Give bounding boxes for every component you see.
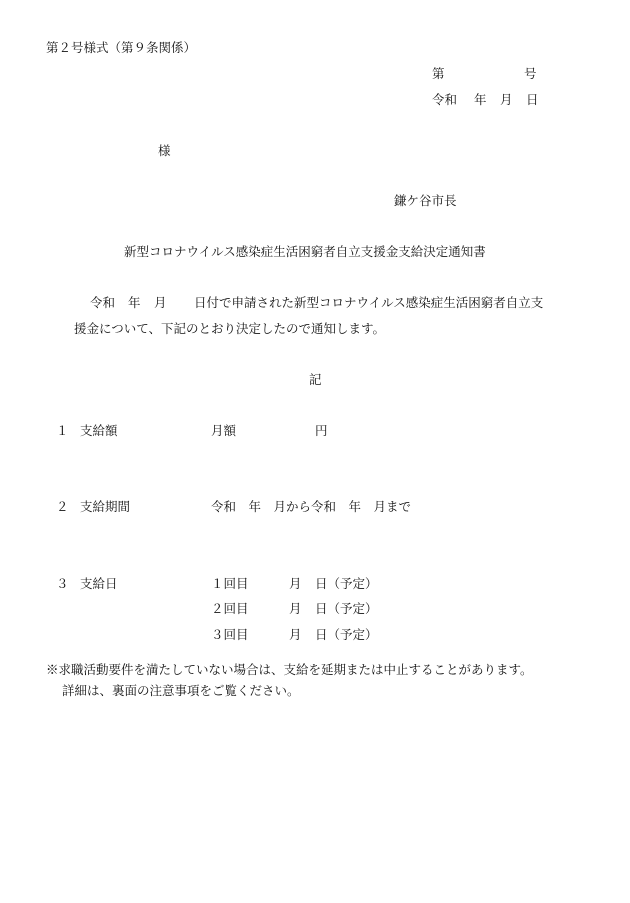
schedule-month: 月	[289, 601, 302, 616]
item-label: 支給日	[80, 576, 118, 591]
note-line: ※求職活動要件を満たしていない場合は、支給を延期または中止することがあります。	[46, 662, 533, 677]
item-number: ２	[56, 499, 69, 514]
schedule-ordinal: ３回目	[211, 627, 249, 642]
date-day: 日	[526, 92, 539, 107]
item-number: １	[56, 423, 69, 438]
schedule-month: 月	[289, 627, 302, 642]
date-era: 令和	[432, 92, 458, 107]
body-month: 月	[154, 295, 167, 310]
body-line2: 援金について、下記のとおり決定したので通知します。	[74, 321, 386, 336]
monthly-amount-label: 月額	[211, 423, 237, 438]
schedule-ordinal: １回目	[211, 576, 249, 591]
body-era: 令和	[90, 295, 116, 310]
recipient-suffix: 様	[158, 143, 171, 158]
date-month: 月	[500, 92, 513, 107]
body-year: 年	[128, 295, 141, 310]
item-label: 支給額	[80, 423, 118, 438]
item-number: ３	[56, 576, 69, 591]
yen-unit: 円	[315, 423, 328, 438]
document-number-prefix: 第	[432, 66, 445, 81]
document-number-suffix: 号	[524, 66, 537, 81]
schedule-day: 日（予定）	[315, 627, 378, 642]
document-title: 新型コロナウイルス感染症生活困窮者自立支援金支給決定通知書	[124, 244, 486, 259]
ki-heading: 記	[309, 372, 322, 387]
note-line: 詳細は、裏面の注意事項をご覧ください。	[62, 683, 300, 698]
schedule-day: 日（予定）	[315, 601, 378, 616]
issuer-name: 鎌ケ谷市長	[394, 193, 457, 208]
schedule-ordinal: ２回目	[211, 601, 249, 616]
body-line1-rest: 日付で申請された新型コロナウイルス感染症生活困窮者自立支	[194, 295, 544, 310]
date-year: 年	[474, 92, 487, 107]
schedule-month: 月	[289, 576, 302, 591]
schedule-day: 日（予定）	[315, 576, 378, 591]
item-label: 支給期間	[80, 499, 131, 514]
payment-period-value: 令和 年 月から令和 年 月まで	[211, 499, 412, 514]
form-number: 第２号様式（第９条関係）	[46, 40, 197, 55]
